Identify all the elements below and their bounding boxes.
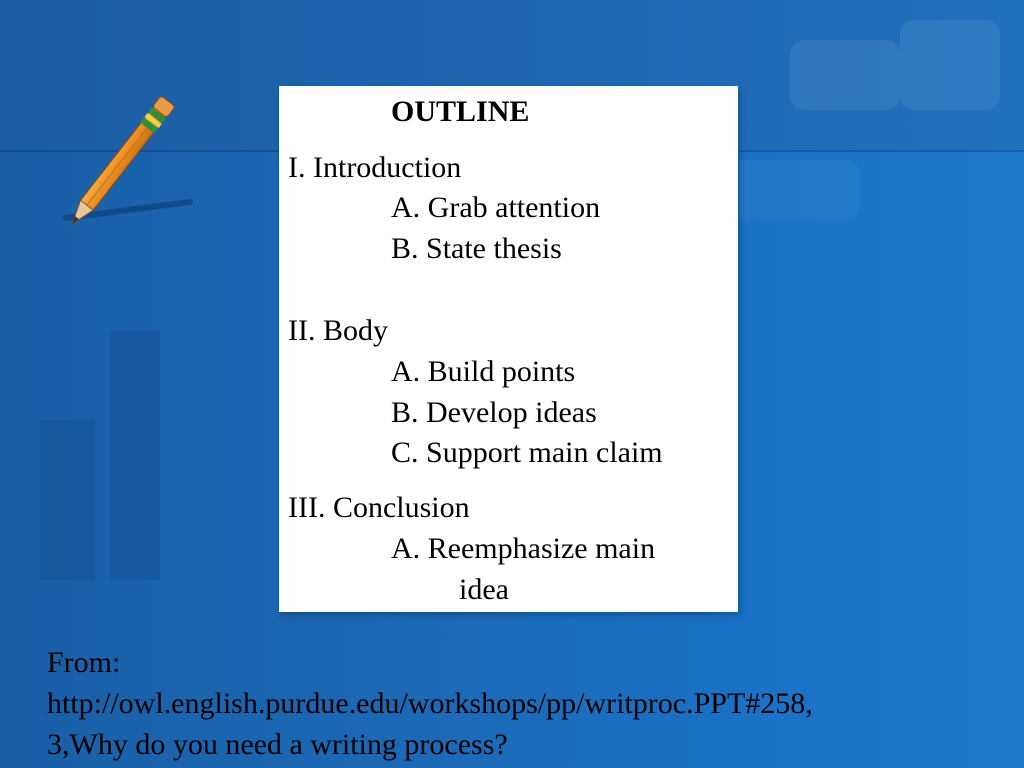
outline-item: A. Grab attention: [391, 191, 601, 224]
outline-item: A. Reemphasize main: [391, 532, 656, 565]
background-column: [40, 420, 95, 580]
outline-item-continuation: idea: [459, 573, 509, 606]
outline-title: OUTLINE: [391, 95, 530, 128]
outline-item: C. Support main claim: [391, 436, 663, 469]
source-url[interactable]: http://owl.english.purdue.edu/workshops/pp/writproc.PPT#258,: [47, 687, 813, 720]
background-column: [110, 330, 160, 580]
outline-section-body: II. Body: [288, 314, 388, 347]
source-label: From:: [47, 646, 121, 679]
puzzle-decoration: [790, 40, 900, 110]
outline-item: B. State thesis: [391, 232, 562, 265]
outline-box: [279, 86, 738, 612]
puzzle-decoration: [720, 160, 860, 220]
source-citation: [47, 642, 1007, 765]
outline-item: B. Develop ideas: [391, 396, 597, 429]
outline-section-introduction: I. Introduction: [288, 151, 462, 184]
pencil-icon: [40, 60, 220, 240]
outline-item: A. Build points: [391, 355, 576, 388]
source-title: 3,Why do you need a writing process?: [47, 728, 508, 761]
outline-section-conclusion: III. Conclusion: [288, 491, 470, 524]
puzzle-decoration: [900, 20, 1000, 110]
